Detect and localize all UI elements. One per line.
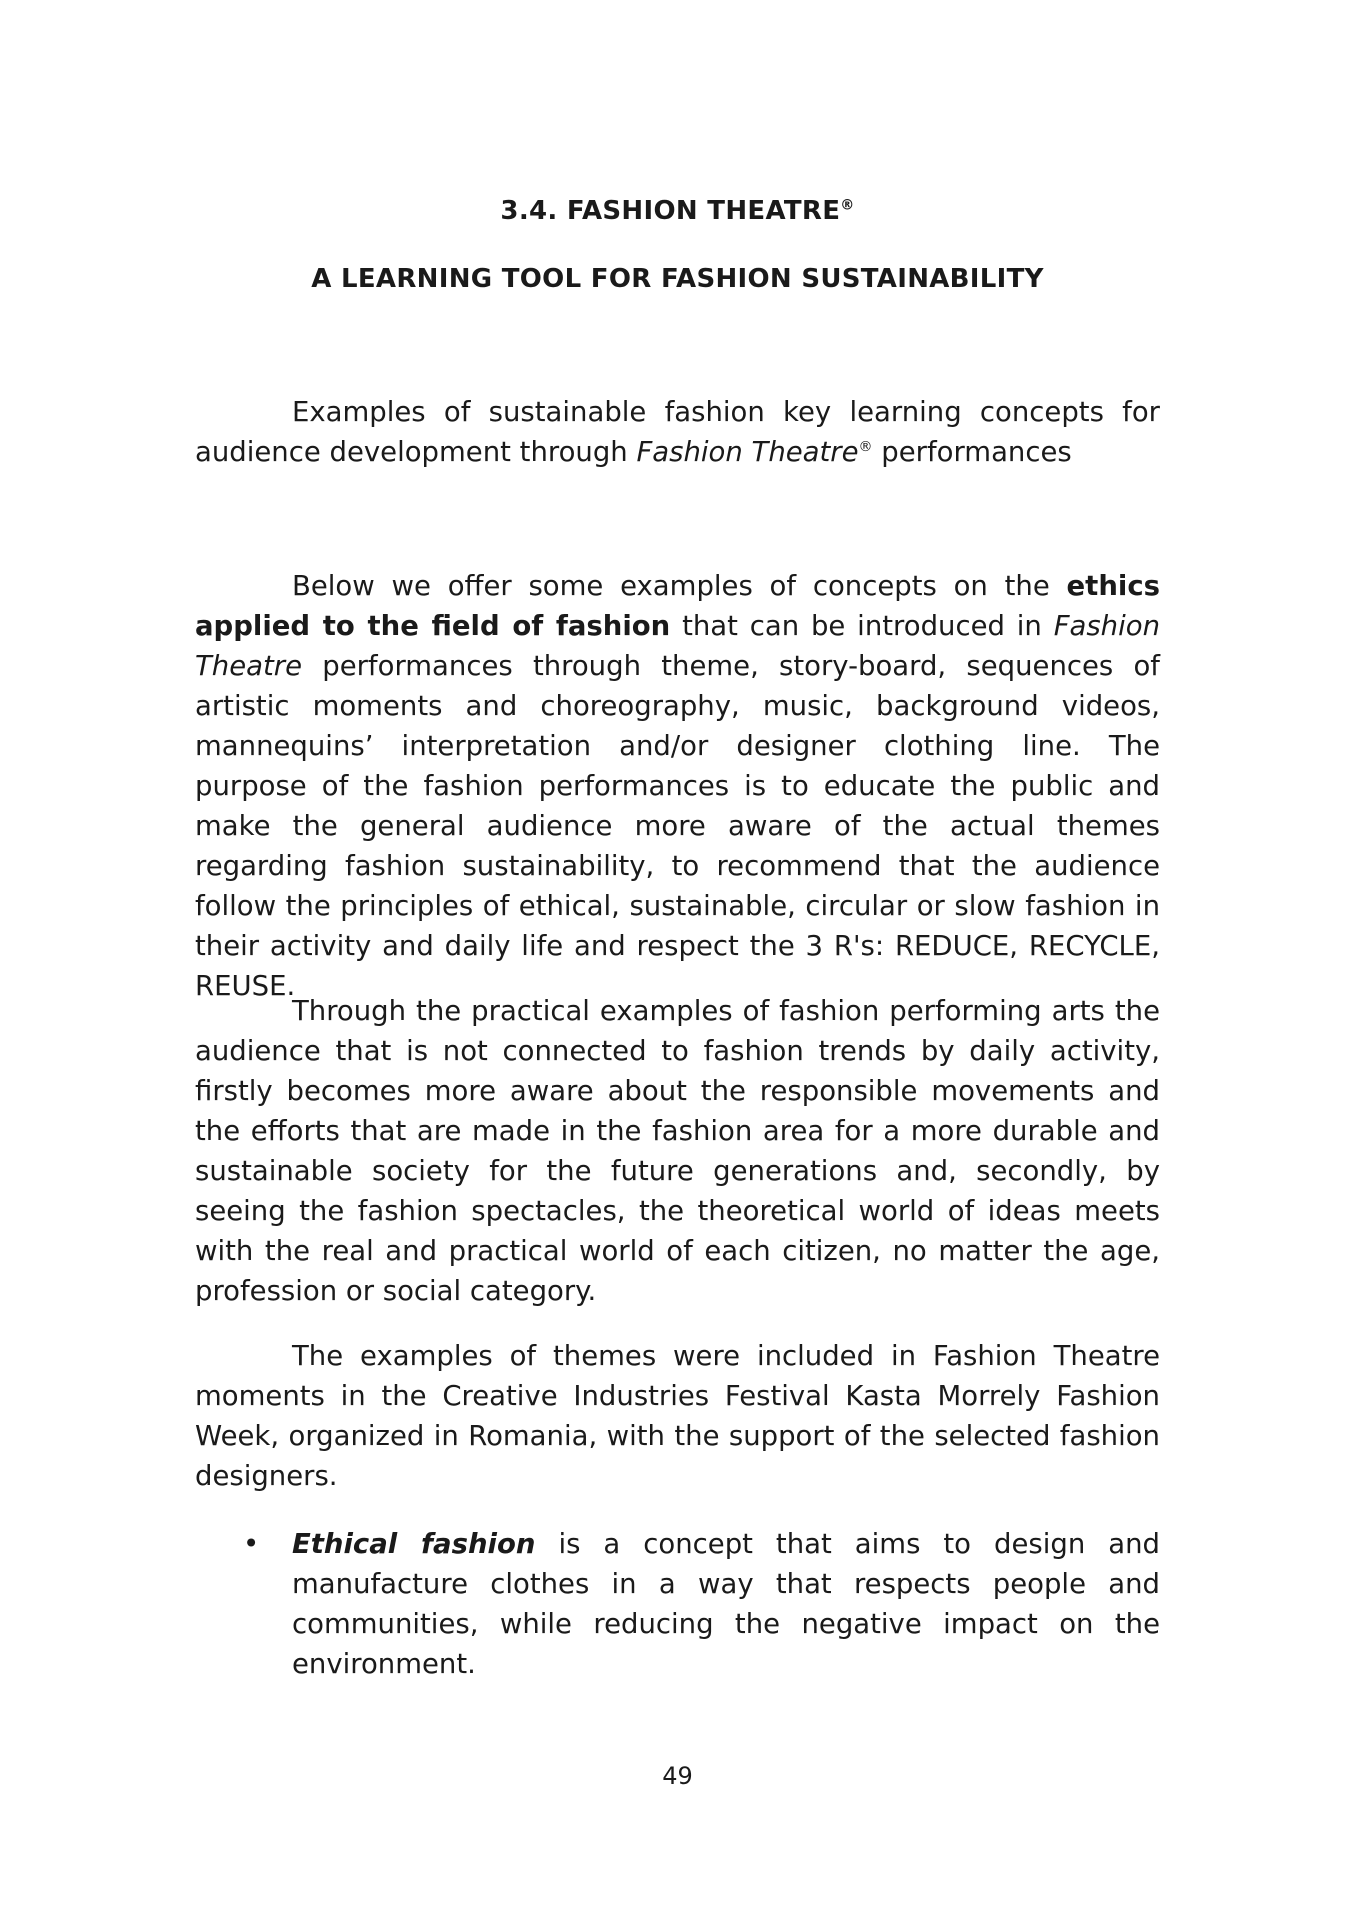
section-title (195, 196, 1160, 226)
body-paragraph-2: Through the practical examples of fashion performing arts the audience that is not connected to fashion trends by daily activity, firstly becomes more aware about the responsible movements and the efforts that are made in the fashion area for a more durable and sustainable society for the future generations and, secondly, by seeing the fashion spectacles, the theoretical world of ideas meets with the real and practical world of each citizen, no matter the age, profession or social category. (195, 995, 1160, 1307)
registered-mark: ® (840, 197, 855, 214)
section-title-text: 3.4. FASHION THEATRE (500, 196, 841, 226)
body-paragraph-1 (195, 566, 1160, 1006)
p1-text-before: Below we offer some examples of concepts on the (292, 570, 1067, 602)
p1-italic-term: Fashion Theatre (195, 610, 1161, 682)
body-paragraph-3: The examples of themes were included in Fashion Theatre moments in the Creative Industries Festival Kasta Morrely Fashion Week, organized in Romania, with the support of the selected fashion designers. (195, 1340, 1160, 1492)
bullet-icon: • (243, 1528, 260, 1560)
intro-italic-term: Fashion Theatre (636, 436, 859, 468)
p1-bold-phrase: ethics applied to the field of fashion (195, 570, 1160, 642)
list-item-term: Ethical fashion (292, 1528, 536, 1560)
registered-mark: ® (858, 438, 873, 455)
document-page (195, 0, 1160, 1920)
p1-text-after: performances through theme, story-board, sequences of artistic moments and choreography, music, background videos, mannequins’ interpretation and/or designer clothing line. The purpose of the fashion performances is to educate the public and make the general audience more aware of the actual themes regarding fashion sustainability, to recommend that the audience follow the principles of ethical, sustainable, circular or slow fashion in their activity and daily life and respect the 3 R's: REDUCE, RECYCLE, REUSE. (195, 650, 1160, 1002)
intro-text-before: Examples of sustainable fashion key learning concepts for audience development through (195, 396, 1160, 468)
list-item (195, 1524, 1160, 1684)
concept-list (195, 1524, 1160, 1684)
intro-text-after: performances (872, 436, 1072, 468)
page-number: 49 (662, 1762, 693, 1790)
list-item-text: is a concept that aims to design and manufacture clothes in a way that respects people and communities, while reducing the negative impact on the environment. (292, 1528, 1160, 1680)
intro-paragraph (195, 392, 1160, 472)
p1-text-middle: that can be introduced in (670, 610, 1054, 642)
section-subtitle: A LEARNING TOOL FOR FASHION SUSTAINABILITY (311, 264, 1044, 294)
